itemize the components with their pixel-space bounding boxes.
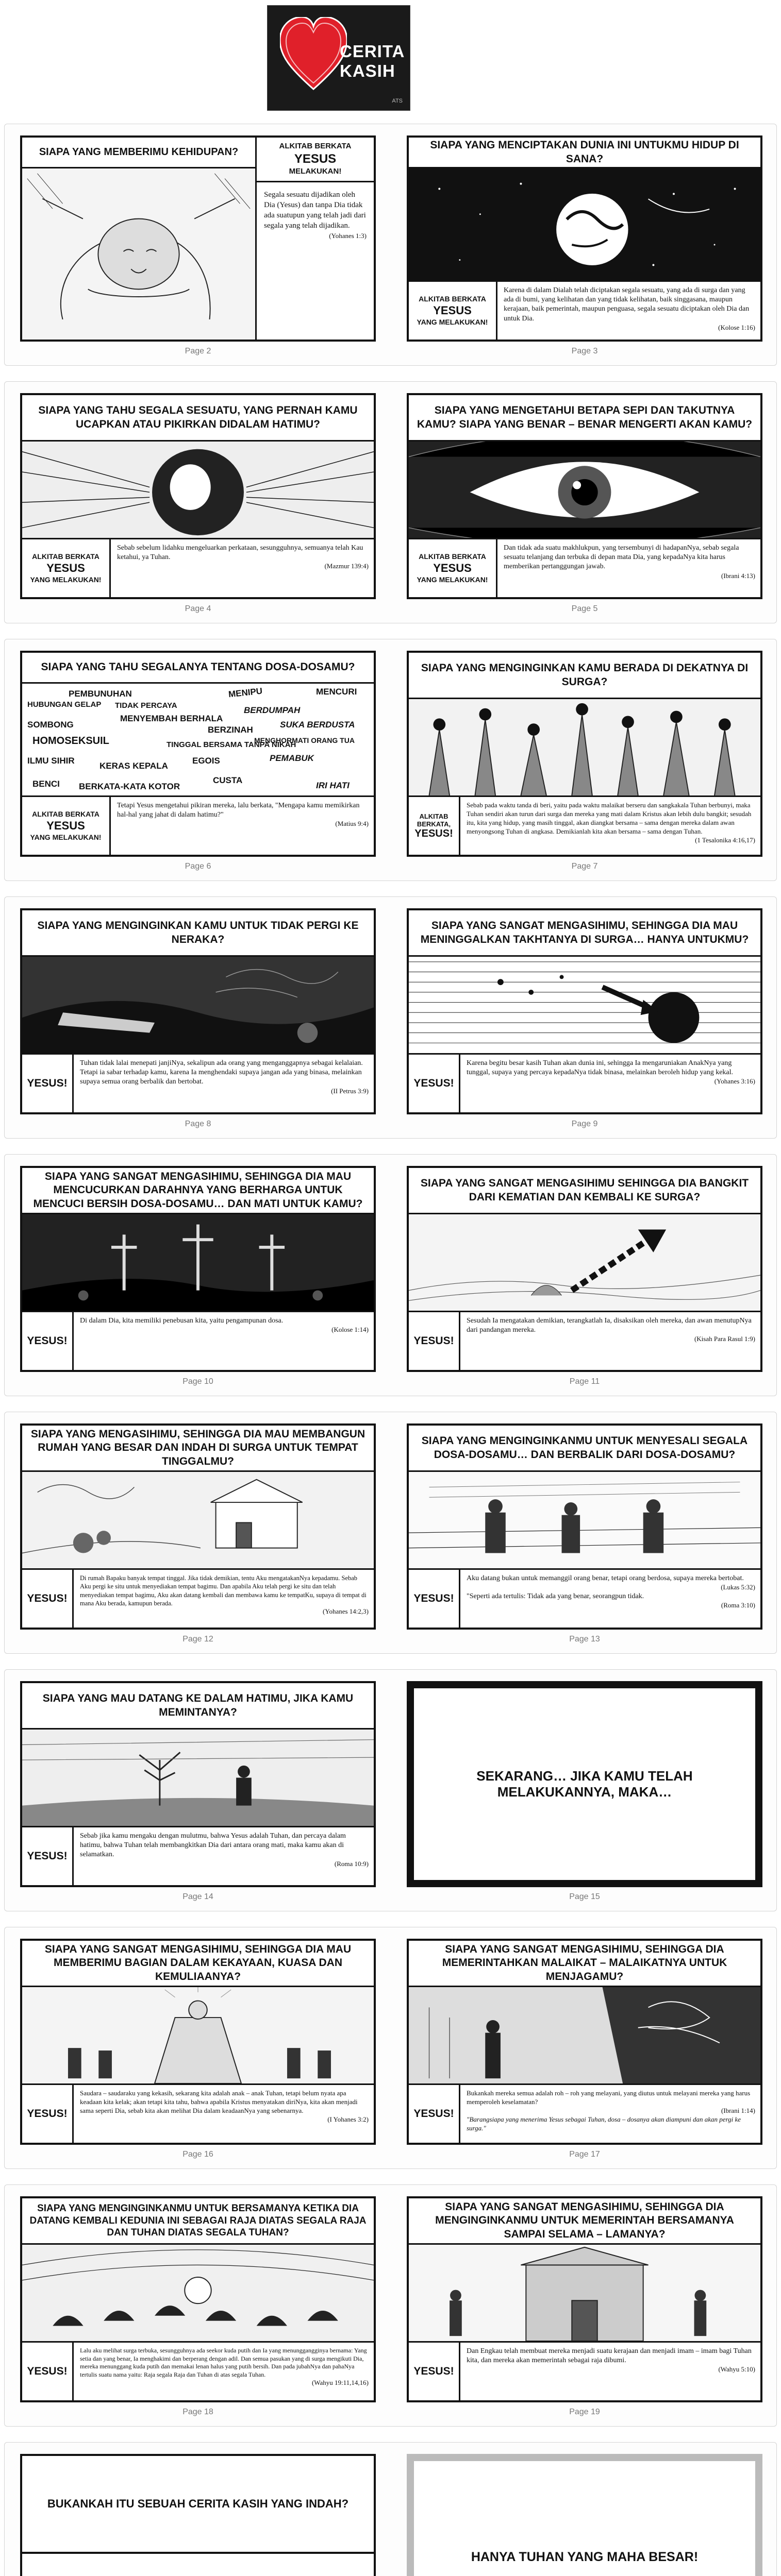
page-7-yes-box	[409, 797, 460, 855]
page-18-body: Lalu aku melihat surga terbuka, sesungguhnya ada seekor kuda putih dan Ia yang menunggangginya bernama: Yang setia dan yang benar, Ia menghakimi dan berperang dengan adil. Dan semua pasukan yang di surga mengikuti Dia, mereka menunggang kuda putih dan memakai lenan halus yang putih bersih. Dan pada jubahNya dan pahaNya tertulis suatu nama yaitu: Raja segala Raja dan Tuhan di atas segala Tuhan.	[80, 2347, 367, 2378]
page-3-yes-box	[409, 282, 497, 340]
page-18-yes-label: YESUS!	[22, 2343, 74, 2400]
page-15-card	[407, 1681, 762, 1887]
page-13-yes-label: YESUS!	[409, 1570, 460, 1628]
page-10-yes-label: YESUS!	[22, 1312, 74, 1370]
page-16-ref: (I Yohanes 3:2)	[327, 2115, 369, 2123]
page-19-body: Dan Engkau telah membuat mereka menjadi suatu kerajaan dan menjadi imam – imam bagi Tuhan kita, dan mereka akan memerintah sebagai raja dibumi.	[467, 2347, 752, 2365]
page-13-body2: "Seperti ada tertulis: Tidak ada yang benar, seorangpun tidak.	[467, 1592, 644, 1601]
sin-word: KERAS KEPALA	[99, 761, 168, 771]
page-5-title: SIAPA YANG MENGETAHUI BETAPA SEPI DAN TAKUTNYA KAMU? SIAPA YANG BENAR – BENAR MENGERTI AKAN KAMU?	[409, 395, 760, 442]
heart-icon	[280, 17, 347, 94]
page-10-title: SIAPA YANG SANGAT MENGASIHIMU, SEHINGGA DIA MAU MENCUCURKAN DARAHNYA YANG BERHARGA UNTUK MENCUCI BERSIH DOSA-DOSAMU… DAN MATI UNTUK KAMU?	[22, 1168, 374, 1214]
sin-word: IRI HATI	[316, 781, 350, 790]
page-9-illustration	[409, 957, 760, 1055]
page-13-illustration	[409, 1472, 760, 1570]
page-4-yes-tail: YANG MELAKUKAN!	[30, 575, 102, 584]
page-3-illustration	[409, 168, 760, 282]
sin-word: TIDAK PERCAYA	[115, 701, 177, 710]
page-6-ref: (Matius 9:4)	[335, 820, 369, 828]
publisher-mark: ATS	[392, 98, 403, 104]
page-3-title: SIAPA YANG MENCIPTAKAN DUNIA INI UNTUKMU HIDUP DI SANA?	[409, 138, 760, 168]
page-10-body: Di dalam Dia, kita memiliki penebusan kita, yaitu pengampunan dosa.	[80, 1317, 284, 1325]
page-18-ref: (Wahyu 19:11,14,16)	[311, 2379, 369, 2387]
page-17-illustration	[409, 1987, 760, 2085]
page-17-caption: Page 17	[569, 2150, 600, 2159]
sin-word: BERKATA-KATA KOTOR	[79, 782, 180, 791]
page-6-card	[20, 651, 376, 857]
page-2-title: SIAPA YANG MEMBERIMU KEHIDUPAN?	[22, 138, 255, 168]
page-14-title: SIAPA YANG MAU DATANG KE DALAM HATIMU, JIKA KAMU MEMINTANYA?	[22, 1683, 374, 1730]
page-8-title: SIAPA YANG MENGINGINKAN KAMU UNTUK TIDAK PERGI KE NERAKA?	[22, 910, 374, 957]
page-19-card	[407, 2196, 762, 2402]
page-13-card	[407, 1423, 762, 1630]
sin-word: BERDUMPAH	[244, 705, 301, 715]
page-5-caption: Page 5	[571, 604, 598, 613]
page-9-body: Karena begitu besar kasih Tuhan akan dunia ini, sehingga Ia mengaruniakan AnakNya yang tunggal, supaya yang percaya kepadaNya tidak binasa, melainkan beroleh hidup yang kekal.	[467, 1059, 734, 1077]
page-2-side-tail: MELAKUKAN!	[289, 166, 342, 176]
page-4-yes-box	[22, 539, 111, 597]
page-6-yes-head: ALKITAB BERKATA	[32, 809, 99, 818]
page-3-yes-head: ALKITAB BERKATA	[419, 294, 486, 303]
page-13-ref: (Lukas 5:32)	[721, 1583, 755, 1591]
spread-pages-10-11	[4, 1154, 777, 1396]
page-3-caption: Page 3	[571, 347, 598, 355]
page-4-title: SIAPA YANG TAHU SEGALA SESUATU, YANG PERNAH KAMU UCAPKAN ATAU PIKIRKAN DIDALAM HATIMU?	[22, 395, 374, 442]
page-12-title: SIAPA YANG MENGASIHIMU, SEHINGGA DIA MAU MEMBANGUN RUMAH YANG BESAR DAN INDAH DI SURGA UNTUK TEMPAT TINGGALMU?	[22, 1426, 374, 1472]
page-18-illustration	[22, 2245, 374, 2343]
sin-word: CUSTA	[213, 775, 243, 785]
cover-header	[267, 5, 410, 111]
page-9-title: SIAPA YANG SANGAT MENGASIHIMU, SEHINGGA DIA MAU MENINGGALKAN TAKHTANYA DI SURGA… HANYA UNTUKMU?	[409, 910, 760, 957]
page-3-yes-tail: YANG MELAKUKAN!	[417, 317, 488, 326]
page-5-yes-head: ALKITAB BERKATA	[419, 552, 486, 561]
page-6-yes-box	[22, 797, 111, 855]
sin-word: TINGGAL BERSAMA TANPA NIKAH	[167, 740, 296, 749]
page-5-illustration	[409, 442, 760, 539]
page-4-ref: (Mazmur 139:4)	[324, 562, 369, 570]
page-6-word-cloud	[22, 684, 374, 797]
page-17-body2: "Barangsiapa yang menerima Yesus sebagai Tuhan, dosa – dosanya akan diampuni dan akan pergi ke surga."	[467, 2115, 741, 2132]
page-13-caption: Page 13	[569, 1635, 600, 1643]
sin-word: BENCI	[32, 779, 60, 789]
page-19-title: SIAPA YANG SANGAT MENGASIHIMU, SEHINGGA DIA MENGINGINKANMU UNTUK MEMERINTAH BERSAMANYA SAMPAI SELAMA – LAMANYA?	[409, 2198, 760, 2245]
page-8-card	[20, 908, 376, 1114]
page-4-caption: Page 4	[185, 604, 211, 613]
page-8-ref: (II Petrus 3:9)	[331, 1087, 369, 1095]
page-20-card	[20, 2454, 376, 2576]
page-2-illustration	[22, 168, 255, 340]
page-9-yes-label: YESUS!	[409, 1055, 460, 1112]
page-5-ref: (Ibrani 4:13)	[721, 571, 755, 580]
page-3-card	[407, 135, 762, 342]
page-5-yes-tail: YANG MELAKUKAN!	[417, 575, 488, 584]
page-6-caption: Page 6	[185, 862, 211, 871]
spread-pages-20-21	[4, 2442, 777, 2576]
sin-word: MENIPU	[228, 686, 263, 700]
spread-pages-2-3	[4, 124, 777, 366]
page-3-ref: (Kolose 1:16)	[718, 323, 755, 331]
page-12-body: Di rumah Bapaku banyak tempat tinggal. Jika tidak demikian, tentu Aku mengatakanNya kepadamu. Sebab Aku pergi ke situ untuk menyediakan tempat bagimu. Dan apabila Aku telah pergi ke situ dan telah menyediakan tempat bagimu, Aku akan datang kembali dan membawa kamu ke tempatKu, supaya di tempat di mana Aku berada, kamupun berada.	[80, 1574, 367, 1607]
sin-word: PEMABUK	[270, 753, 314, 763]
spread-pages-14-15	[4, 1669, 777, 1911]
page-6-yes-name: YESUS	[46, 819, 85, 833]
page-11-caption: Page 11	[569, 1377, 600, 1386]
sin-word: BERZINAH	[208, 725, 253, 735]
page-10-ref: (Kolose 1:14)	[331, 1326, 369, 1334]
sin-word: MENGHORMATI ORANG TUA	[254, 736, 355, 744]
page-7-title: SIAPA YANG MENGINGINKAN KAMU BERADA DI DEKATNYA DI SURGA?	[409, 653, 760, 699]
page-7-illustration	[409, 699, 760, 797]
page-12-yes-label: YESUS!	[22, 1570, 74, 1628]
sin-word: SOMBONG	[27, 720, 74, 730]
page-4-illustration	[22, 442, 374, 539]
page-7-card	[407, 651, 762, 857]
page-16-caption: Page 16	[182, 2150, 213, 2159]
page-10-illustration	[22, 1214, 374, 1312]
page-21-card	[407, 2454, 762, 2576]
page-7-ref: (1 Tesalonika 4:16,17)	[695, 836, 755, 844]
page-12-illustration	[22, 1472, 374, 1570]
page-2-card	[20, 135, 376, 342]
sin-word: PEMBUNUHAN	[69, 689, 132, 699]
page-8-caption: Page 8	[185, 1120, 211, 1128]
page-12-card	[20, 1423, 376, 1630]
page-14-card	[20, 1681, 376, 1887]
page-14-body: Sebab jika kamu mengaku dengan mulutmu, bahwa Yesus adalah Tuhan, dan percaya dalam hatimu, bahwa Tuhan telah membangkitkan Dia dari antara orang mati, maka kamu akan di selamatkan.	[80, 1832, 346, 1859]
page-8-body: Tuhan tidak lalai menepati janjiNya, sekalipun ada orang yang menganggapnya sebagai kelalaian. Tetapi ia sabar terhadap kamu, karena Ia menghendaki supaya jangan ada yang binasa, melainkan supaya semua orang berbalik dan bertobat.	[80, 1059, 363, 1086]
page-2-side-panel	[255, 138, 374, 340]
page-18-title: SIAPA YANG MENGINGINKANMU UNTUK BERSAMANYA KETIKA DIA DATANG KEMBALI KEDUNIA INI SEBAGAI RAJA DIATAS SEGALA RAJA DAN TUHAN DIATAS SEGALA TUHAN?	[22, 2198, 374, 2245]
page-13-ref2: (Roma 3:10)	[721, 1601, 755, 1609]
page-13-title: SIAPA YANG MENGINGINKANMU UNTUK MENYESALI SEGALA DOSA-DOSAMU… DAN BERBALIK DARI DOSA-DOSAMU?	[409, 1426, 760, 1472]
page-3-body: Karena di dalam Dialah telah diciptakan segala sesuatu, yang ada di surga dan yang ada di bumi, yang kelihatan dan yang tidak kelihatan, baik singgasana, maupun kerajaan, baik pemerintah, maupun penguasa, segala sesuatu diciptakan oleh Dia dan untuk Dia.	[504, 286, 750, 323]
page-5-card	[407, 393, 762, 599]
page-2-caption: Page 2	[185, 347, 211, 355]
page-11-illustration	[409, 1214, 760, 1312]
page-17-card	[407, 1939, 762, 2145]
page-6-title: SIAPA YANG TAHU SEGALANYA TENTANG DOSA-DOSAMU?	[22, 653, 374, 684]
page-11-body: Sesudah Ia mengatakan demikian, terangkatlah Ia, disaksikan oleh mereka, dan awan menutupNya dari pandangan mereka.	[467, 1317, 752, 1334]
page-9-caption: Page 9	[571, 1120, 598, 1128]
page-11-yes-label: YESUS!	[409, 1312, 460, 1370]
page-9-card	[407, 908, 762, 1114]
page-2-side-head: ALKITAB BERKATA	[279, 142, 352, 150]
page-14-yes-label: YESUS!	[22, 1827, 74, 1885]
page-13-body: Aku datang bukan untuk memanggil orang benar, tetapi orang berdosa, supaya mereka bertobat.	[467, 1574, 744, 1582]
page-3-yes-name: YESUS	[433, 304, 472, 317]
sin-word: EGOIS	[192, 756, 220, 766]
page-4-body: Sebab sebelum lidahku mengeluarkan perkataan, sesungguhnya, semuanya telah Kau ketahui, ya Tuhan.	[117, 544, 363, 562]
sin-word: HUBUNGAN GELAP	[27, 700, 102, 709]
page-17-yes-label: YESUS!	[409, 2085, 460, 2143]
page-8-yes-label: YESUS!	[22, 1055, 74, 1112]
page-16-yes-label: YESUS!	[22, 2085, 74, 2143]
page-12-caption: Page 12	[182, 1635, 213, 1643]
page-16-body: Saudara – saudaraku yang kekasih, sekarang kita adalah anak – anak Tuhan, tetapi belum nyata apa keadaan kita kelak; akan tetapi kita tahu, bahwa apabila Kristus menyatakan diriNya, kita akan menjadi sama seperti Dia, sebab kita akan melihat Dia dalam keadaanNya yang sebenarnya.	[80, 2089, 358, 2114]
page-16-title: SIAPA YANG SANGAT MENGASIHIMU, SEHINGGA DIA MAU MEMBERIMU BAGIAN DALAM KEKAYAAN, KUASA DAN KEMULIAANYA?	[22, 1941, 374, 1987]
header-title-line1: CERITA	[340, 42, 405, 61]
page-5-body: Dan tidak ada suatu makhlukpun, yang tersembunyi di hadapanNya, sebab segala sesuatu telanjang dan terbuka di depan mata Dia, yang kepadaNya kita harus memberikan pertanggungan jawab.	[504, 544, 739, 571]
page-2-ref: (Yohanes 1:3)	[329, 231, 367, 240]
page-6-body: Tetapi Yesus mengetahui pikiran mereka, lalu berkata, "Mengapa kamu memikirkan hal-hal yang jahat di dalam hatimu?"	[117, 802, 360, 819]
header-title-line2: KASIH	[340, 61, 395, 80]
page-7-yes-name: YESUS!	[414, 827, 453, 839]
page-11-card	[407, 1166, 762, 1372]
sin-word: SUKA BERDUSTA	[280, 720, 355, 730]
page-20-question-1: BUKANKAH ITU SEBUAH CERITA KASIH YANG INDAH?	[22, 2456, 374, 2554]
spread-pages-8-9	[4, 896, 777, 1139]
page-11-ref: (Kisah Para Rasul 1:9)	[694, 1335, 755, 1343]
spread-pages-4-5	[4, 381, 777, 623]
page-7-body: Sebab pada waktu tanda di beri, yaitu pada waktu malaikat berseru dan sangkakala Tuhan berbunyi, maka Tuhan sendiri akan turun dari surga dan mereka yang mati dalam Kristus akan lebih dulu bangkit; sesudah itu, kita yang hidup, yang masih tinggal, akan diangkat bersama – sama dengan mereka dalam awan menyongsong Tuhan di angkasa. Demikianlah kita akan bersama – sama dengan Tuhan.	[467, 801, 752, 835]
page-5-yes-box	[409, 539, 497, 597]
page-20-question-2	[22, 2556, 374, 2576]
spread-pages-6-7	[4, 639, 777, 881]
page-21-text: HANYA TUHAN YANG MAHA BESAR!	[471, 2549, 699, 2564]
page-15-text: SEKARANG… JIKA KAMU TELAH MELAKUKANNYA, MAKA…	[476, 1768, 693, 1800]
spread-pages-16-17	[4, 1927, 777, 2169]
page-18-card	[20, 2196, 376, 2402]
page-14-ref: (Roma 10:9)	[334, 1859, 369, 1868]
page-15-caption: Page 15	[569, 1892, 600, 1901]
page-6-yes-tail: YANG MELAKUKAN!	[30, 833, 102, 841]
page-12-ref: (Yohanes 14:2,3)	[323, 1607, 369, 1615]
page-16-card	[20, 1939, 376, 2145]
page-4-card	[20, 393, 376, 599]
page-17-ref: (Ibrani 1:14)	[721, 2106, 755, 2114]
page-5-yes-name: YESUS	[433, 562, 472, 575]
sin-word: ILMU SIHIR	[27, 756, 75, 766]
page-10-card	[20, 1166, 376, 1372]
sin-word: MENYEMBAH BERHALA	[120, 714, 223, 723]
page-10-caption: Page 10	[182, 1377, 213, 1386]
page-7-yes-head: ALKITAB BERKATA,	[417, 812, 451, 828]
page-17-body: Bukankah mereka semua adalah roh – roh yang melayani, yang diutus untuk melayani mereka yang harus memperoleh keselamatan?	[467, 2089, 751, 2106]
page-14-illustration	[22, 1730, 374, 1827]
page-7-caption: Page 7	[571, 862, 598, 871]
page-11-title: SIAPA YANG SANGAT MENGASIHIMU SEHINGGA DIA BANGKIT DARI KEMATIAN DAN KEMBALI KE SURGA?	[409, 1168, 760, 1214]
spread-pages-12-13	[4, 1412, 777, 1654]
page-17-title: SIAPA YANG SANGAT MENGASIHIMU, SEHINGGA DIA MEMERINTAHKAN MALAIKAT – MALAIKATNYA UNTUK MENJAGAMU?	[409, 1941, 760, 1987]
page-2-body: Segala sesuatu dijadikan oleh Dia (Yesus) dan tanpa Dia tidak ada suatupun yang telah jadi dari segala yang telah dijadikan.	[264, 190, 366, 230]
page-18-caption: Page 18	[182, 2408, 213, 2416]
page-19-ref: (Wahyu 5:10)	[718, 2365, 755, 2374]
spread-pages-18-19	[4, 2184, 777, 2427]
page-14-caption: Page 14	[182, 1892, 213, 1901]
page-19-yes-label: YESUS!	[409, 2343, 460, 2400]
page-8-illustration	[22, 957, 374, 1055]
page-9-ref: (Yohanes 3:16)	[714, 1077, 755, 1086]
sin-word: MENCURI	[316, 687, 357, 697]
page-19-illustration	[409, 2245, 760, 2343]
page-19-caption: Page 19	[569, 2408, 600, 2416]
page-4-yes-head: ALKITAB BERKATA	[32, 552, 99, 561]
page-16-illustration	[22, 1987, 374, 2085]
sin-word: HOMOSEKSUIL	[32, 735, 109, 747]
page-4-yes-name: YESUS	[46, 562, 85, 575]
page-2-side-yesus: YESUS	[294, 151, 337, 166]
